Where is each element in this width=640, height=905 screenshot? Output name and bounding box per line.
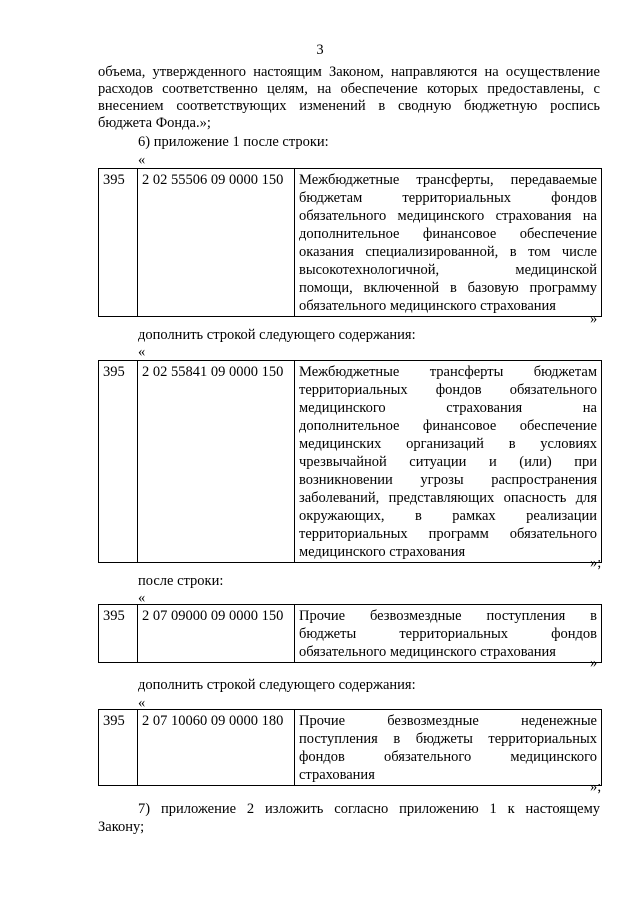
admin-code-cell: 395 xyxy=(99,710,138,786)
open-quote: « xyxy=(138,695,146,711)
page-number: 3 xyxy=(316,42,324,58)
description-line: Прочие безвозмездные поступления в xyxy=(299,608,597,624)
description-line: высокотехнологичной, медицинской xyxy=(299,262,597,278)
block-lead-text: дополнить строкой следующего содержания: xyxy=(138,677,416,693)
description-line: медицинского страхования xyxy=(299,544,466,560)
table-row xyxy=(99,361,602,563)
block-lead-text: дополнить строкой следующего содержания: xyxy=(138,327,416,343)
description-line: бюджеты территориальных фондов xyxy=(299,626,597,642)
item-6-heading: 6) приложение 1 после строки: xyxy=(138,134,329,150)
intro-line-4: бюджета Фонда.»; xyxy=(98,115,211,131)
budget-row-table xyxy=(98,360,602,563)
description-line: страхования xyxy=(299,767,375,783)
description-line: Прочие безвозмездные неденежные xyxy=(299,713,597,729)
close-quote: »; xyxy=(590,555,602,571)
description-line: обязательного медицинского страхования на xyxy=(299,208,597,224)
budget-row-table xyxy=(98,709,602,786)
intro-line-1: объема, утвержденного настоящим Законом, направляются на осуществление xyxy=(98,64,600,80)
description-line: территориальных программ обязательного xyxy=(299,526,597,542)
description-line: окружающих, в рамках реализации xyxy=(299,508,597,524)
description-cell xyxy=(295,605,602,663)
admin-code-cell: 395 xyxy=(99,605,138,663)
description-line: оказания специализированной, в том числе xyxy=(299,244,597,260)
description-cell xyxy=(295,361,602,563)
description-line: Межбюджетные трансферты бюджетам xyxy=(299,364,597,380)
description-line: Межбюджетные трансферты, передаваемые xyxy=(299,172,597,188)
kbk-code-cell: 2 07 10060 09 0000 180 xyxy=(138,710,295,786)
budget-row-table xyxy=(98,168,602,317)
description-line: медицинских организаций в условиях xyxy=(299,436,597,452)
description-line: медицинского страхования на xyxy=(299,400,597,416)
admin-code-cell: 395 xyxy=(99,169,138,317)
close-quote: » xyxy=(590,655,598,671)
table-row xyxy=(99,605,602,663)
description-line: территориальных фондов обязательного xyxy=(299,382,597,398)
close-quote: »; xyxy=(590,779,602,795)
description-line: дополнительное финансовое обеспечение xyxy=(299,226,597,242)
budget-row-table xyxy=(98,604,602,663)
close-quote: » xyxy=(590,311,598,327)
description-cell xyxy=(295,710,602,786)
item-7-line-1: 7) приложение 2 изложить согласно приложению 1 к настоящему xyxy=(138,801,600,817)
open-quote: « xyxy=(138,590,146,606)
kbk-code-cell: 2 02 55506 09 0000 150 xyxy=(138,169,295,317)
description-line: фондов обязательного медицинского xyxy=(299,749,597,765)
item-7-line-2: Закону; xyxy=(98,819,145,835)
intro-line-3: внесением соответствующих изменений в сводную бюджетную роспись xyxy=(98,98,600,114)
description-line: возникновении угрозы распространения xyxy=(299,472,597,488)
table-row xyxy=(99,710,602,786)
description-line: обязательного медицинского страхования xyxy=(299,298,556,314)
open-quote: « xyxy=(138,344,146,360)
admin-code-cell: 395 xyxy=(99,361,138,563)
description-line: чрезвычайной ситуации и (или) при xyxy=(299,454,597,470)
description-line: помощи, включенной в базовую программу xyxy=(299,280,597,296)
block-lead-text: после строки: xyxy=(138,573,224,589)
description-line: обязательного медицинского страхования xyxy=(299,644,556,660)
description-line: бюджетам территориальных фондов xyxy=(299,190,597,206)
description-line: заболеваний, представляющих опасность для xyxy=(299,490,597,506)
kbk-code-cell: 2 07 09000 09 0000 150 xyxy=(138,605,295,663)
kbk-code-cell: 2 02 55841 09 0000 150 xyxy=(138,361,295,563)
description-line: поступления в бюджеты территориальных xyxy=(299,731,597,747)
intro-line-2: расходов соответственно целям, на обеспечение которых предоставлены, с xyxy=(98,81,600,97)
open-quote: « xyxy=(138,152,146,168)
description-line: дополнительное финансовое обеспечение xyxy=(299,418,597,434)
table-row xyxy=(99,169,602,317)
description-cell xyxy=(295,169,602,317)
